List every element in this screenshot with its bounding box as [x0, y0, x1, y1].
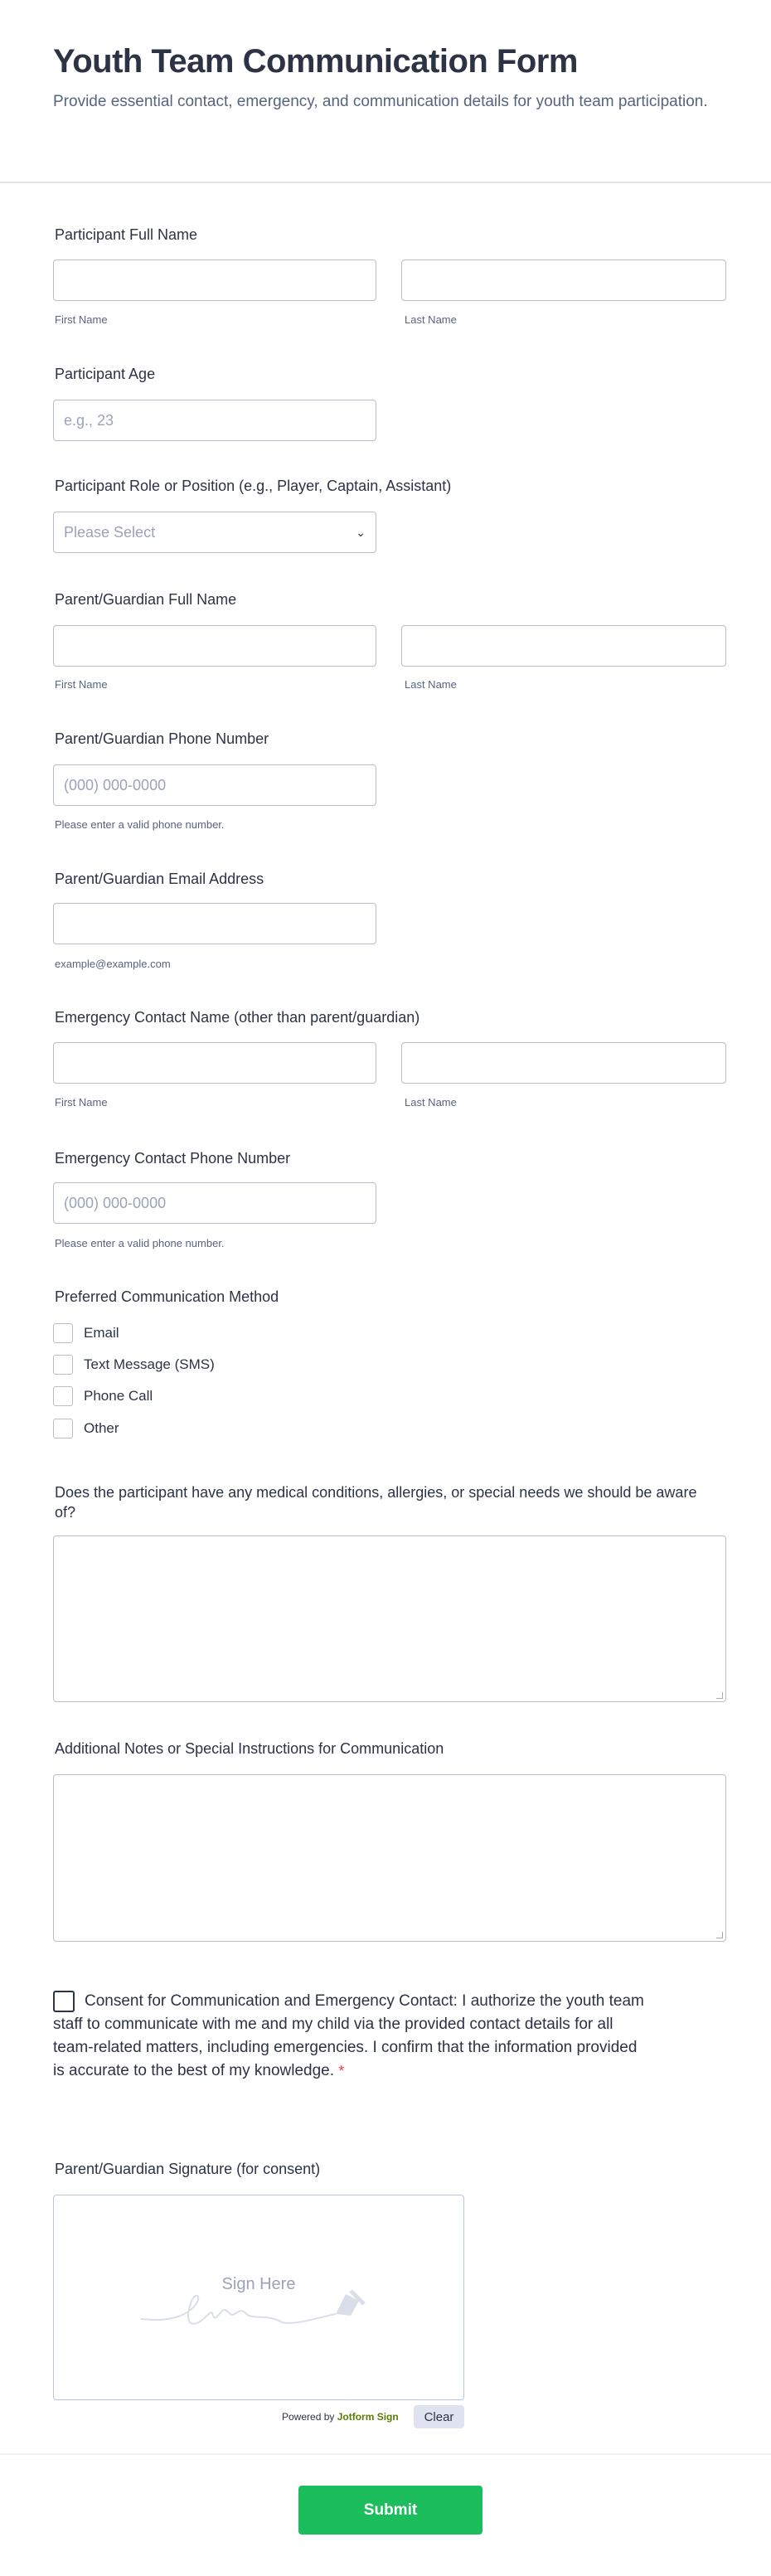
emergency-phone-input[interactable] [53, 1182, 376, 1224]
submit-button[interactable]: Submit [298, 2486, 482, 2535]
option-email-label: Email [84, 1325, 119, 1341]
checkbox-other[interactable] [53, 1419, 73, 1438]
option-phone-call-label: Phone Call [84, 1388, 153, 1404]
consent-text [53, 1990, 650, 2083]
medical-textarea[interactable] [53, 1535, 726, 1702]
chevron-down-icon: ⌄ [356, 525, 366, 539]
first-name-sublabel: First Name [55, 313, 108, 326]
page-subtitle: Provide essential contact, emergency, and communication details for youth team participation. [53, 93, 708, 110]
last-name-sublabel: Last Name [405, 1096, 457, 1109]
emergency-phone-label: Emergency Contact Phone Number [55, 1150, 291, 1167]
checkbox-phone-call[interactable] [53, 1386, 73, 1406]
sign-here-placeholder: Sign Here [221, 2275, 296, 2293]
parent-email-input[interactable] [53, 903, 376, 944]
notes-textarea[interactable] [53, 1774, 726, 1942]
parent-phone-hint: Please enter a valid phone number. [55, 818, 225, 831]
role-selected-value: Please Select [64, 523, 156, 541]
age-input[interactable] [53, 400, 376, 441]
participant-first-name-input[interactable] [53, 260, 376, 301]
signature-pad[interactable] [53, 2195, 464, 2400]
phone-placeholder: (000) 000-0000 [64, 776, 167, 793]
parent-email-hint: example@example.com [55, 958, 171, 970]
header-divider [0, 182, 771, 183]
age-placeholder: e.g., 23 [64, 411, 114, 429]
powered-by [282, 2411, 399, 2423]
phone-placeholder: (000) 000-0000 [64, 1194, 167, 1211]
checkbox-sms[interactable] [53, 1355, 73, 1375]
parent-phone-input[interactable] [53, 764, 376, 806]
last-name-sublabel: Last Name [405, 678, 457, 691]
emergency-first-name-input[interactable] [53, 1042, 376, 1084]
age-label: Participant Age [55, 366, 156, 382]
consent-label: Consent for Communication and Emergency Contact: I authorize the youth team staff to communicate with me and my child via the provided contact details for all team-related matters, including emergencies. I confirm that the information provided is accurate to the best of my knowledge. [53, 1992, 644, 2079]
first-name-sublabel: First Name [55, 1096, 108, 1109]
medical-label: Does the participant have any medical conditions, allergies, or special needs we should be aware of? [55, 1484, 697, 1521]
clear-signature-button[interactable]: Clear [414, 2405, 464, 2428]
footer-divider [0, 2453, 771, 2455]
emergency-name-label: Emergency Contact Name (other than parent/guardian) [55, 1009, 420, 1026]
powered-by-text: Powered by [282, 2411, 335, 2423]
jotform-sign-link[interactable]: Jotform Sign [337, 2411, 399, 2423]
role-select[interactable] [53, 512, 376, 553]
emergency-last-name-input[interactable] [401, 1042, 726, 1084]
parent-first-name-input[interactable] [53, 625, 376, 667]
role-label: Participant Role or Position (e.g., Player, Captain, Assistant) [55, 478, 452, 494]
parent-email-label: Parent/Guardian Email Address [55, 871, 264, 887]
resize-handle-icon[interactable] [716, 1692, 723, 1699]
parent-last-name-input[interactable] [401, 625, 726, 667]
page-title: Youth Team Communication Form [53, 43, 578, 80]
parent-name-label: Parent/Guardian Full Name [55, 591, 237, 608]
signature-label: Parent/Guardian Signature (for consent) [55, 2161, 321, 2177]
required-asterisk: * [338, 2063, 345, 2079]
participant-name-label: Participant Full Name [55, 226, 198, 243]
last-name-sublabel: Last Name [405, 313, 457, 326]
option-other-label: Other [84, 1420, 119, 1436]
comm-method-label: Preferred Communication Method [55, 1288, 279, 1305]
parent-phone-label: Parent/Guardian Phone Number [55, 730, 269, 747]
option-sms-label: Text Message (SMS) [84, 1356, 215, 1372]
checkbox-email[interactable] [53, 1323, 73, 1343]
first-name-sublabel: First Name [55, 678, 108, 691]
notes-label: Additional Notes or Special Instructions for Communication [55, 1740, 444, 1757]
resize-handle-icon[interactable] [716, 1932, 723, 1938]
participant-last-name-input[interactable] [401, 260, 726, 301]
emergency-phone-hint: Please enter a valid phone number. [55, 1237, 225, 1249]
signature-scribble-icon [137, 2283, 386, 2332]
